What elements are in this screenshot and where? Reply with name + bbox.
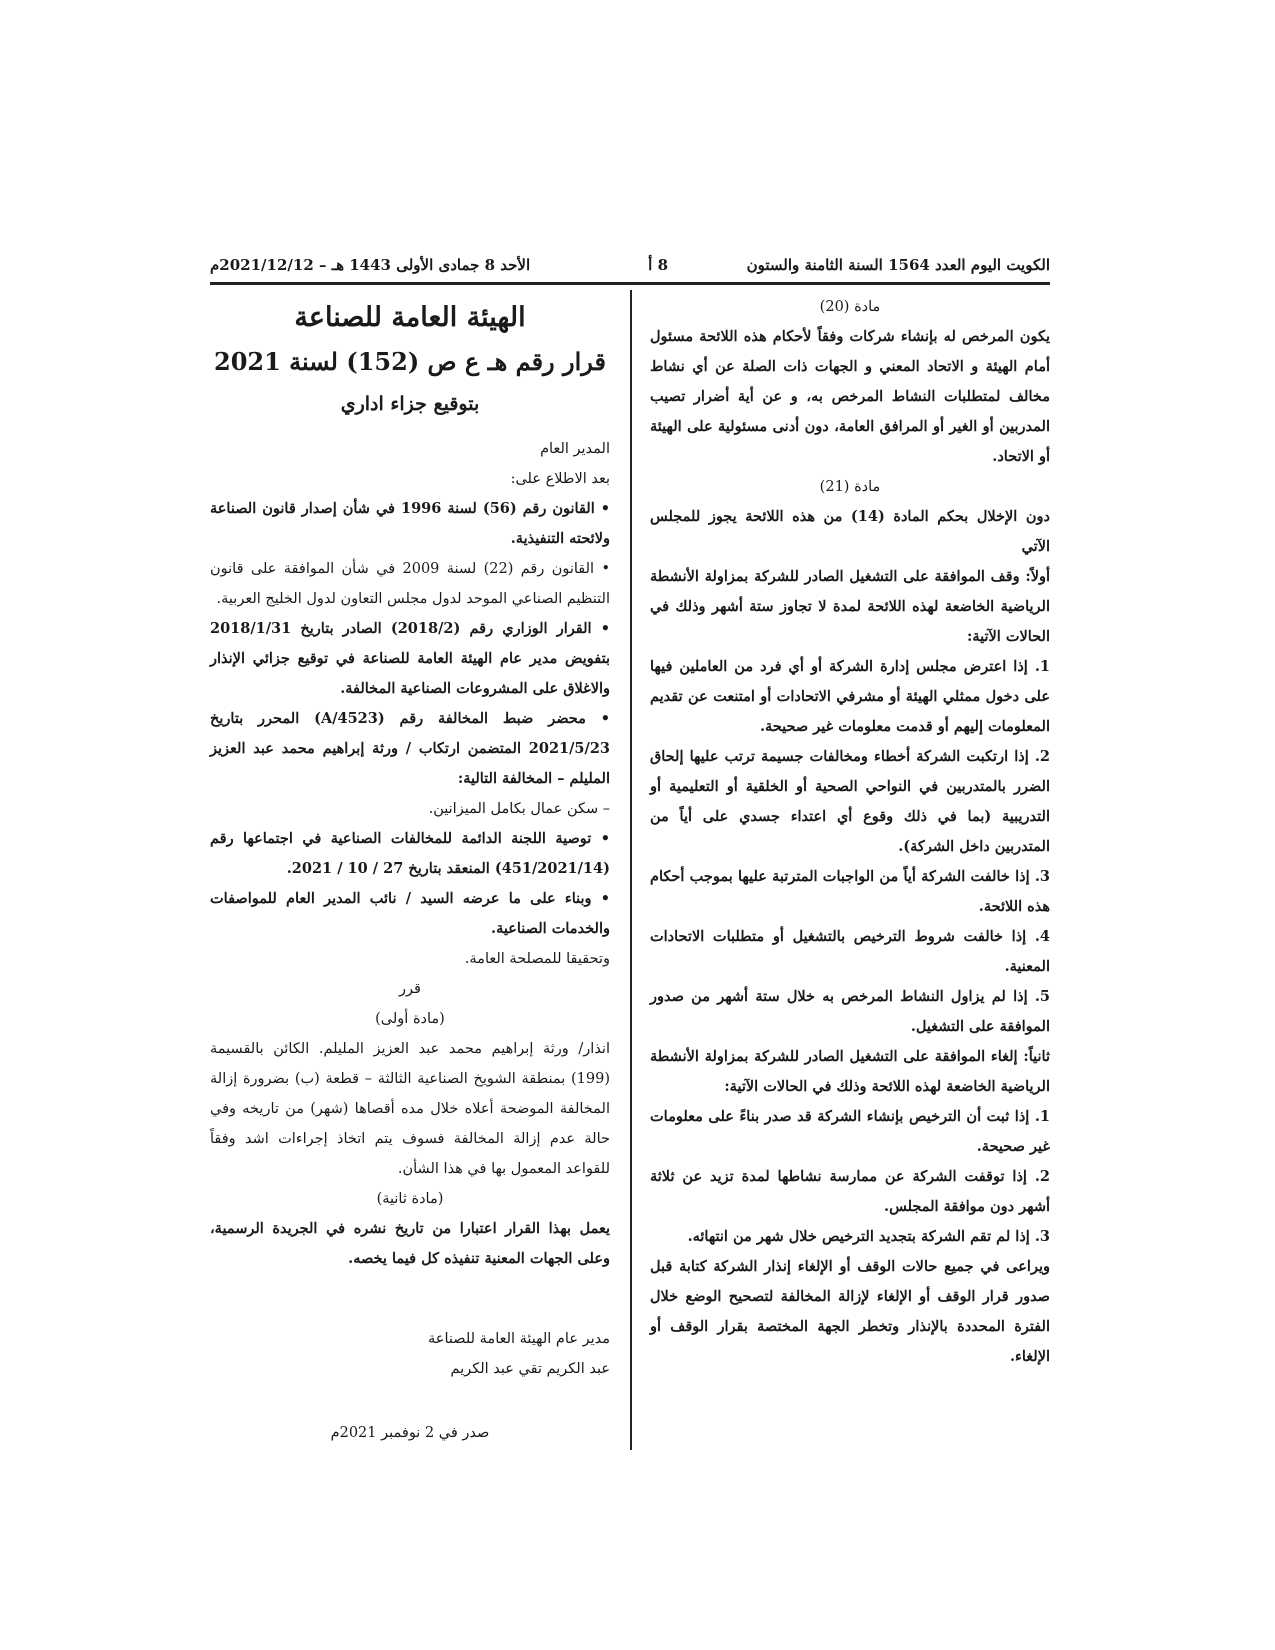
- closing-paragraph: ويراعى في جميع حالات الوقف أو الإلغاء إنذار الشركة كتابة قبل صدور قرار الوقف أو الإلغاء لإزالة المخالفة لتصحيح الوضع خلال الفترة المحددة بالإنذار وتخطر الجهة المختصة بقرار الوقف أو الإلغاء.: [650, 1258, 1050, 1365]
- header-divider: [210, 282, 1050, 285]
- decided-label: قرر: [399, 981, 421, 997]
- article-1-title: (مادة أولى): [375, 1011, 445, 1027]
- decision-subject: بتوقيع جزاء اداري: [340, 393, 480, 415]
- first-clause-item-5: 5. إذا لم يزاول النشاط المرخص به خلال ستة أشهر من صدور الموافقة على التشغيل.: [650, 988, 1050, 1035]
- second-clause-item-3: 3. إذا لم تقم الشركة بتجديد الترخيص خلال شهر من انتهائه.: [687, 1228, 1050, 1245]
- article-2-text: يعمل بهذا القرار اعتبارا من تاريخ نشره في الجريدة الرسمية، وعلى الجهات المعنية تنفيذه كل فيما يخصه.: [210, 1220, 610, 1267]
- first-clause-item-3: 3. إذا خالفت الشركة أياً من الواجبات المترتبة عليها بموجب أحكام هذه اللائحة.: [650, 868, 1050, 915]
- first-clause-intro: أولاً: وقف الموافقة على التشغيل الصادر للشركة بمزاولة الأنشطة الرياضية الخاضعة لهذه اللائحة لمدة لا تجاوز ستة أشهر وذلك في الحالات الآتية:: [650, 568, 1050, 645]
- article-21-title: مادة (21): [819, 479, 881, 495]
- first-clause-item-4: 4. إذا خالفت شروط الترخيص بالتشغيل أو متطلبات الاتحادات المعنية.: [650, 928, 1050, 975]
- violation-line: – سكن عمال بكامل الميزانين.: [428, 801, 610, 817]
- after-review-label: بعد الاطلاع على:: [510, 471, 610, 487]
- header-page-number: 8 أ: [648, 256, 668, 274]
- authority-title: الهيئة العامة للصناعة: [294, 302, 526, 333]
- header-issue-info: الكويت اليوم العدد 1564 السنة الثامنة والستون: [746, 256, 1050, 274]
- public-interest-line: وتحقيقا للمصلحة العامة.: [464, 951, 610, 967]
- left-column: [210, 292, 610, 1448]
- page-header: [210, 252, 1050, 280]
- review-item-6: • وبناء على ما عرضه السيد / نائب المدير العام للمواصفات والخدمات الصناعية.: [210, 890, 610, 937]
- signature-spacer: [210, 1274, 610, 1324]
- review-item-5: • توصية اللجنة الدائمة للمخالفات الصناعية في اجتماعها رقم (451/2021/14) المنعقد بتاريخ 27 / 10 / 2021.: [210, 830, 610, 877]
- signature-name: عبد الكريم تقي عبد الكريم: [450, 1361, 610, 1377]
- right-column: [650, 292, 1050, 1372]
- article-20-text: يكون المرخص له بإنشاء شركات وفقاً لأحكام هذه اللائحة مسئول أمام الهيئة و الاتحاد المعني و الجهات ذات الصلة عن أي نشاط مخالف لمتطلبات النشاط المرخص به، و عن أية أضرار تصيب المدربين أو الغير أو المرافق العامة، دون أدنى مسئولية على الهيئة أو الاتحاد.: [650, 328, 1050, 465]
- issued-spacer: [210, 1384, 610, 1418]
- first-clause-item-1: 1. إذا اعترض مجلس إدارة الشركة أو أي فرد من العاملين فيها على دخول ممثلي الهيئة أو مشرفي الاتحادات أو امتنعت عن تقديم المعلومات إليهم أو قدمت معلومات غير صحيحة.: [650, 658, 1050, 735]
- gazette-page: [210, 252, 1050, 1452]
- article-1-text: انذار/ ورثة إبراهيم محمد عبد العزيز المليلم. الكائن بالقسيمة (199) بمنطقة الشويخ الصناعية الثالثة – قطعة (ب) بضرورة إزالة المخالفة الموضحة أعلاه خلال مده أقصاها (شهر) من تاريخه وفي حالة عدم إزالة المخالفة فسوف يتم اتخاذ إجراءات اشد وفقاً للقواعد المعمول بها في هذا الشأن.: [210, 1041, 610, 1177]
- column-divider: [630, 290, 632, 1450]
- review-item-2: • القانون رقم (22) لسنة 2009 في شأن الموافقة على قانون التنظيم الصناعي الموحد لدول مجلس التعاون لدول الخليج العربية.: [210, 561, 610, 607]
- second-clause-item-2: 2. إذا توقفت الشركة عن ممارسة نشاطها لمدة تزيد عن ثلاثة أشهر دون موافقة المجلس.: [650, 1168, 1050, 1215]
- article-2-title: (مادة ثانية): [376, 1191, 444, 1207]
- decision-number: قرار رقم هـ ع ص (152) لسنة 2021: [214, 347, 606, 376]
- header-date: الأحد 8 جمادى الأولى 1443 هـ – 2021/12/12م: [210, 256, 531, 274]
- signature-title: مدير عام الهيئة العامة للصناعة: [428, 1331, 610, 1347]
- review-item-1: • القانون رقم (56) لسنة 1996 في شأن إصدار قانون الصناعة ولائحته التنفيذية.: [210, 500, 610, 547]
- first-clause-item-2: 2. إذا ارتكبت الشركة أخطاء ومخالفات جسيمة ترتب عليها إلحاق الضرر بالمتدربين في النواحي الصحية أو الخلقية أو التعليمية أو التدريبية (بما في ذلك وقوع أي اعتداء جسدي على أياً من المتدربين داخل الشركة).: [650, 748, 1050, 855]
- second-clause-intro: ثانياً: إلغاء الموافقة على التشغيل الصادر للشركة بمزاولة الأنشطة الرياضية الخاضعة لهذه اللائحة وذلك في الحالات الآتية:: [650, 1048, 1050, 1095]
- director-label: المدير العام: [540, 441, 610, 457]
- issued-date: صدر في 2 نوفمبر 2021م: [330, 1425, 490, 1441]
- article-20-title: مادة (20): [819, 299, 881, 315]
- review-item-4: • محضر ضبط المخالفة رقم (4523/A) المحرر بتاريخ 2021/5/23 المتضمن ارتكاب / ورثة إبراهيم محمد عبد العزيز المليلم – المخالفة التالية:: [210, 710, 610, 787]
- article-21-intro: دون الإخلال بحكم المادة (14) من هذه اللائحة يجوز للمجلس الآتي: [650, 508, 1050, 555]
- second-clause-item-1: 1. إذا ثبت أن الترخيص بإنشاء الشركة قد صدر بناءً على معلومات غير صحيحة.: [650, 1108, 1050, 1155]
- review-item-3: • القرار الوزاري رقم (2018/2) الصادر بتاريخ 2018/1/31 بتفويض مدير عام الهيئة العامة للصناعة في توقيع جزائي الإنذار والاغلاق على المشروعات الصناعية المخالفة.: [210, 620, 610, 697]
